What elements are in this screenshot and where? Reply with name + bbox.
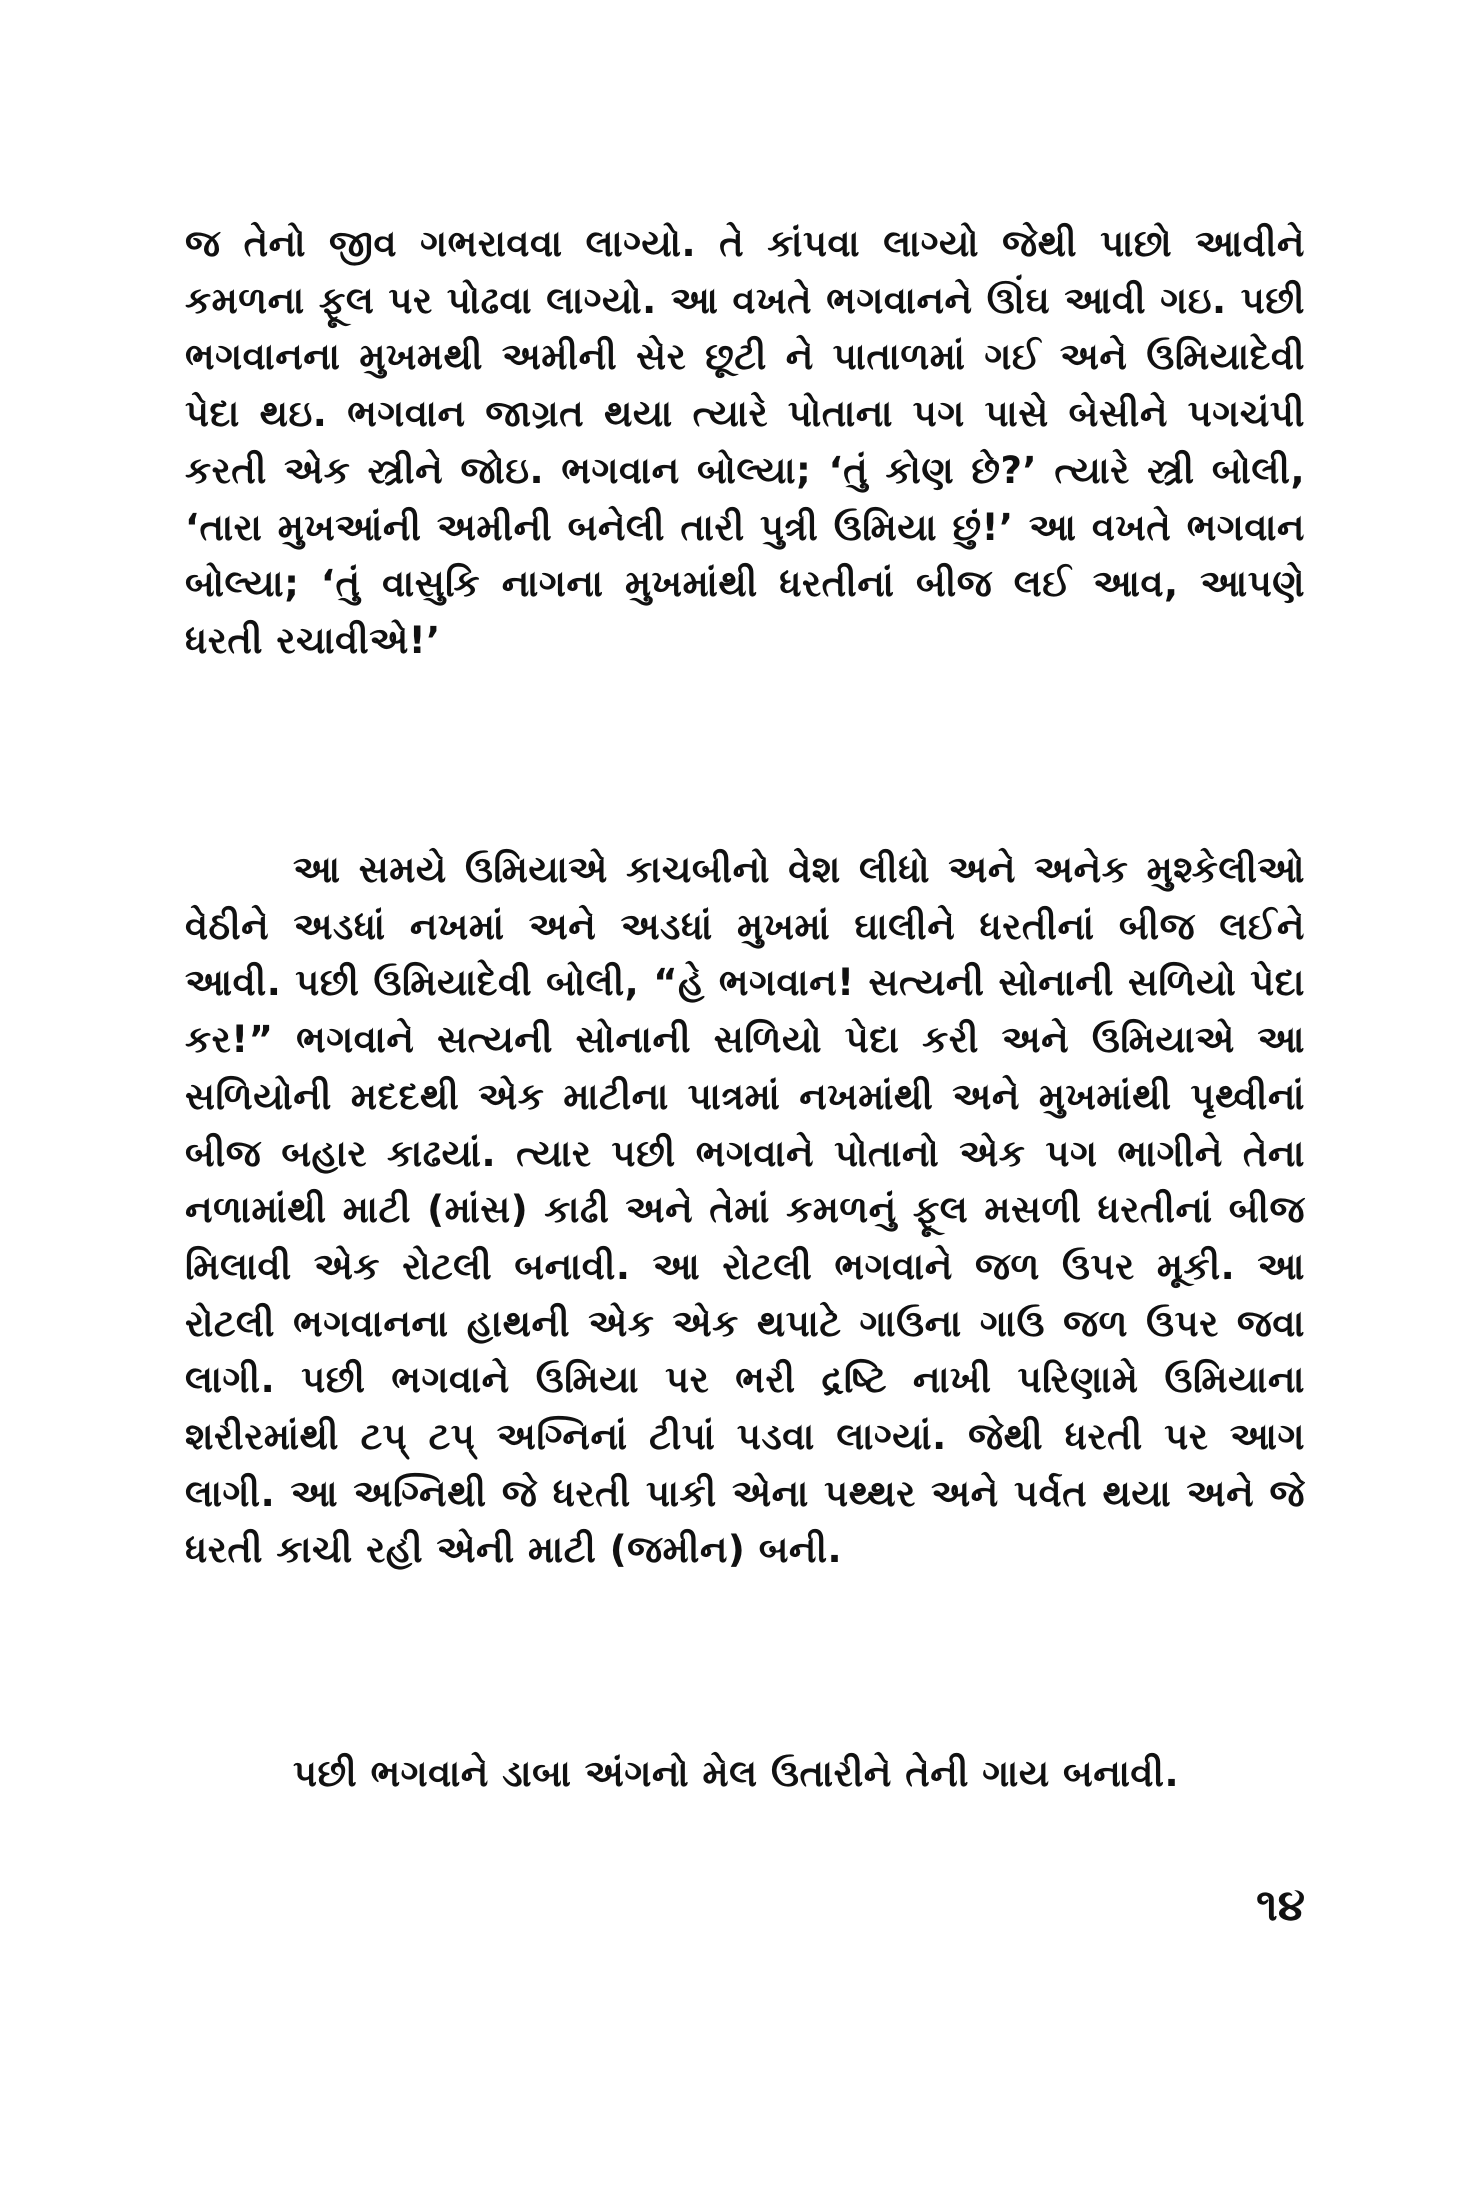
paragraph-3-text: પછી ભગવાને ડાબા અંગનો મેલ ઉતારીને તેની ગાય બનાવી. (293, 1752, 1180, 1795)
paragraph-3 (185, 1746, 1305, 1803)
paragraph-1-text: જ તેનો જીવ ગભરાવવા લાગ્યો. તે કાંપવા લાગ્યો જેથી પાછો આવીને કમળના ફૂલ પર પોઢવા લાગ્યો. આ વખતે ભગવાનને ઊંઘ આવી ગઇ. પછી ભગવાનના મુખમથી અમીની સેર છૂટી ને પાતાળમાં ગઈ અને ઉમિયાદેવી પેદા થઇ. ભગવાન જાગ્રત થયા ત્યારે પોતાના પગ પાસે બેસીને પગચંપી કરતી એક સ્ત્રીને જોઇ. ભગવાન બોલ્યા; ‘તું કોણ છે?’ ત્યારે સ્ત્રી બોલી, ‘તારા મુખઆંની અમીની બનેલી તારી પુત્રી ઉમિયા છું!’ આ વખતે ભગવાન બોલ્યા; ‘તું વાસુકિ નાગના મુખમાંથી ધરતીનાં બીજ લઈ આવ, આપણે ધરતી રચાવીએ!’ (185, 222, 1305, 662)
paragraph-2-text: આ સમયે ઉમિયાએ કાચબીનો વેશ લીધો અને અનેક મુશ્કેલીઓ વેઠીને અડધાં નખમાં અને અડધાં મુખમાં ઘાલીને ધરતીનાં બીજ લઈને આવી. પછી ઉમિયાદેવી બોલી, “હે ભગવાન! સત્યની સોનાની સળિયો પેદા કર!” ભગવાને સત્યની સોનાની સળિયો પેદા કરી અને ઉમિયાએ આ સળિયોની મદદથી એક માટીના પાત્રમાં નખમાંથી અને મુખમાંથી પૃથ્વીનાં બીજ બહાર કાઢયાં. ત્યાર પછી ભગવાને પોતાનો એક પગ ભાગીને તેના નળામાંથી માટી (માંસ) કાઢી અને તેમાં કમળનું ફૂલ મસળી ધરતીનાં બીજ મિલાવી એક રોટલી બનાવી. આ રોટલી ભગવાને જળ ઉપર મૂકી. આ રોટલી ભગવાનના હાથની એક એક થપાટે ગાઉના ગાઉ જળ ઉપર જવા લાગી. પછી ભગવાને ઉમિયા પર ભરી દ્રષ્ટિ નાખી પરિણામે ઉમિયાના શરીરમાંથી ટપ્ ટપ્ અગ્નિનાં ટીપાં પડવા લાગ્યાં. જેથી ધરતી પર આગ લાગી. આ અગ્નિથી જે ધરતી પાકી એના પથ્થર અને પર્વત થયા અને જે ધરતી કાચી રહી એની માટી (જમીન) બની. (185, 848, 1305, 1572)
page-number: ૧૪ (1256, 1880, 1305, 1931)
paragraph-1 (185, 216, 1305, 670)
paragraph-2 (185, 842, 1305, 1579)
